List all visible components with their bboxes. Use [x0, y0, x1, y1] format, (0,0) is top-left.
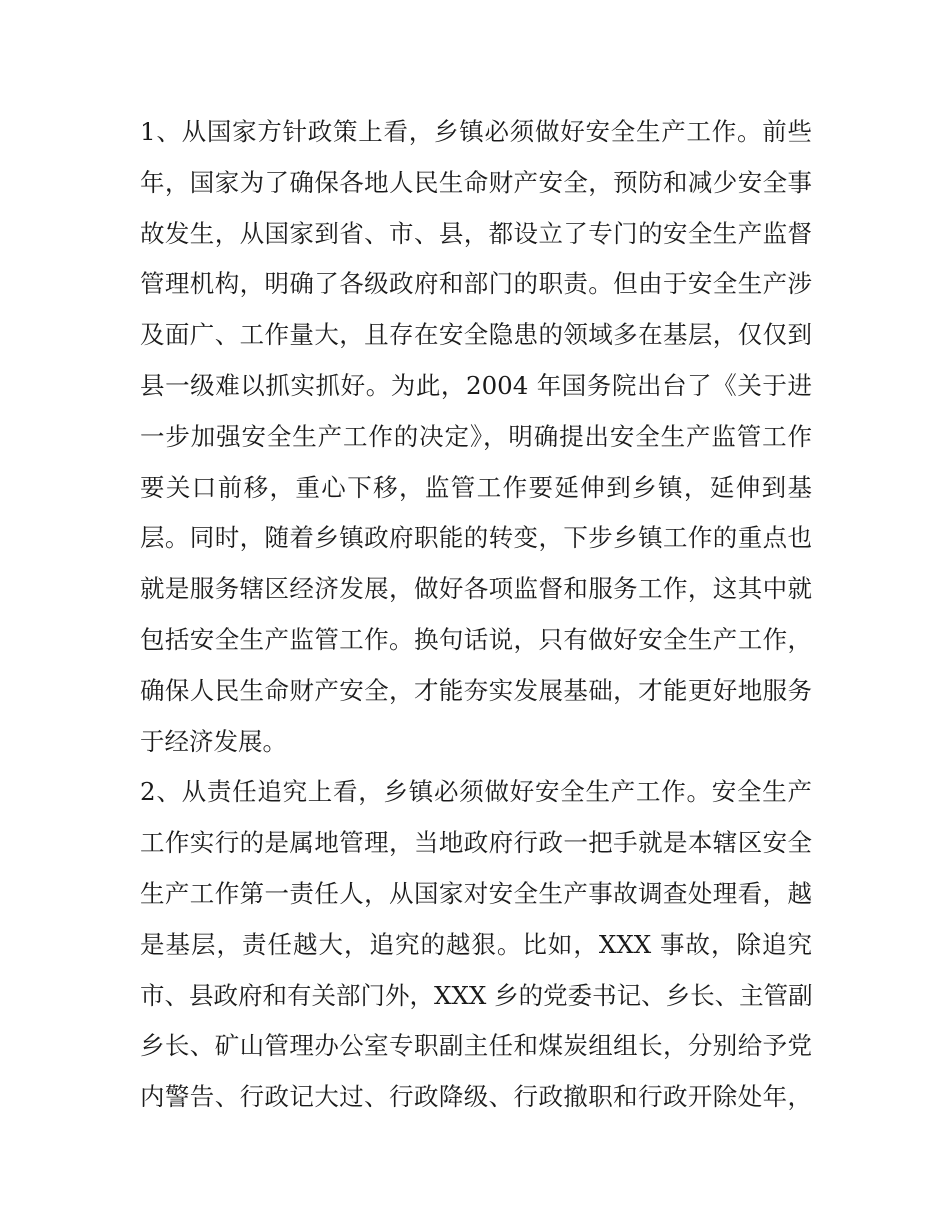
document-body	[140, 107, 812, 1123]
paragraph-1	[140, 107, 812, 767]
paragraph-line: 一步加强安全生产工作的决定》，明确提出安全生产监管工作	[140, 421, 812, 451]
paragraph-line: 生产工作第一责任人，从国家对安全生产事故调查处理看，越	[140, 878, 812, 908]
paragraph-line: 内警告、行政记大过、行政降级、行政撤职和行政开除处年，	[140, 1082, 812, 1112]
paragraph-line: 层。同时，随着乡镇政府职能的转变，下步乡镇工作的重点也	[140, 523, 812, 553]
paragraph-line: 市、县政府和有关部门外，XXX 乡的党委书记、乡长、主管副	[140, 980, 813, 1010]
paragraph-line: 及面广、工作量大，且存在安全隐患的领域多在基层，仅仅到	[140, 320, 812, 350]
paragraph-line: 要关口前移，重心下移，监管工作要延伸到乡镇，延伸到基	[140, 472, 812, 502]
paragraph-line: 管理机构，明确了各级政府和部门的职责。但由于安全生产涉	[140, 269, 812, 299]
paragraph-line: 乡长、矿山管理办公室专职副主任和煤炭组组长，分别给予党	[140, 1031, 812, 1061]
paragraph-line: 确保人民生命财产安全，才能夯实发展基础，才能更好地服务	[140, 675, 812, 705]
paragraph-line: 是基层，责任越大，追究的越狠。比如，XXX 事故，除追究	[140, 929, 812, 959]
paragraph-line: 包括安全生产监管工作。换句话说，只有做好安全生产工作，	[140, 624, 812, 654]
paragraph-line: 2、从责任追究上看，乡镇必须做好安全生产工作。安全生产	[140, 777, 812, 807]
paragraph-line: 故发生，从国家到省、市、县，都设立了专门的安全生产监督	[140, 218, 812, 248]
paragraph-line: 就是服务辖区经济发展，做好各项监督和服务工作，这其中就	[140, 574, 812, 604]
paragraph-2	[140, 767, 812, 1123]
paragraph-line: 工作实行的是属地管理，当地政府行政一把手就是本辖区安全	[140, 828, 812, 858]
paragraph-line: 于经济发展。	[140, 726, 287, 756]
paragraph-line: 年，国家为了确保各地人民生命财产安全，预防和减少安全事	[140, 167, 812, 197]
paragraph-line: 1、从国家方针政策上看，乡镇必须做好安全生产工作。前些	[140, 117, 812, 146]
paragraph-line: 县一级难以抓实抓好。为此，2004 年国务院出台了《关于进	[140, 370, 812, 400]
